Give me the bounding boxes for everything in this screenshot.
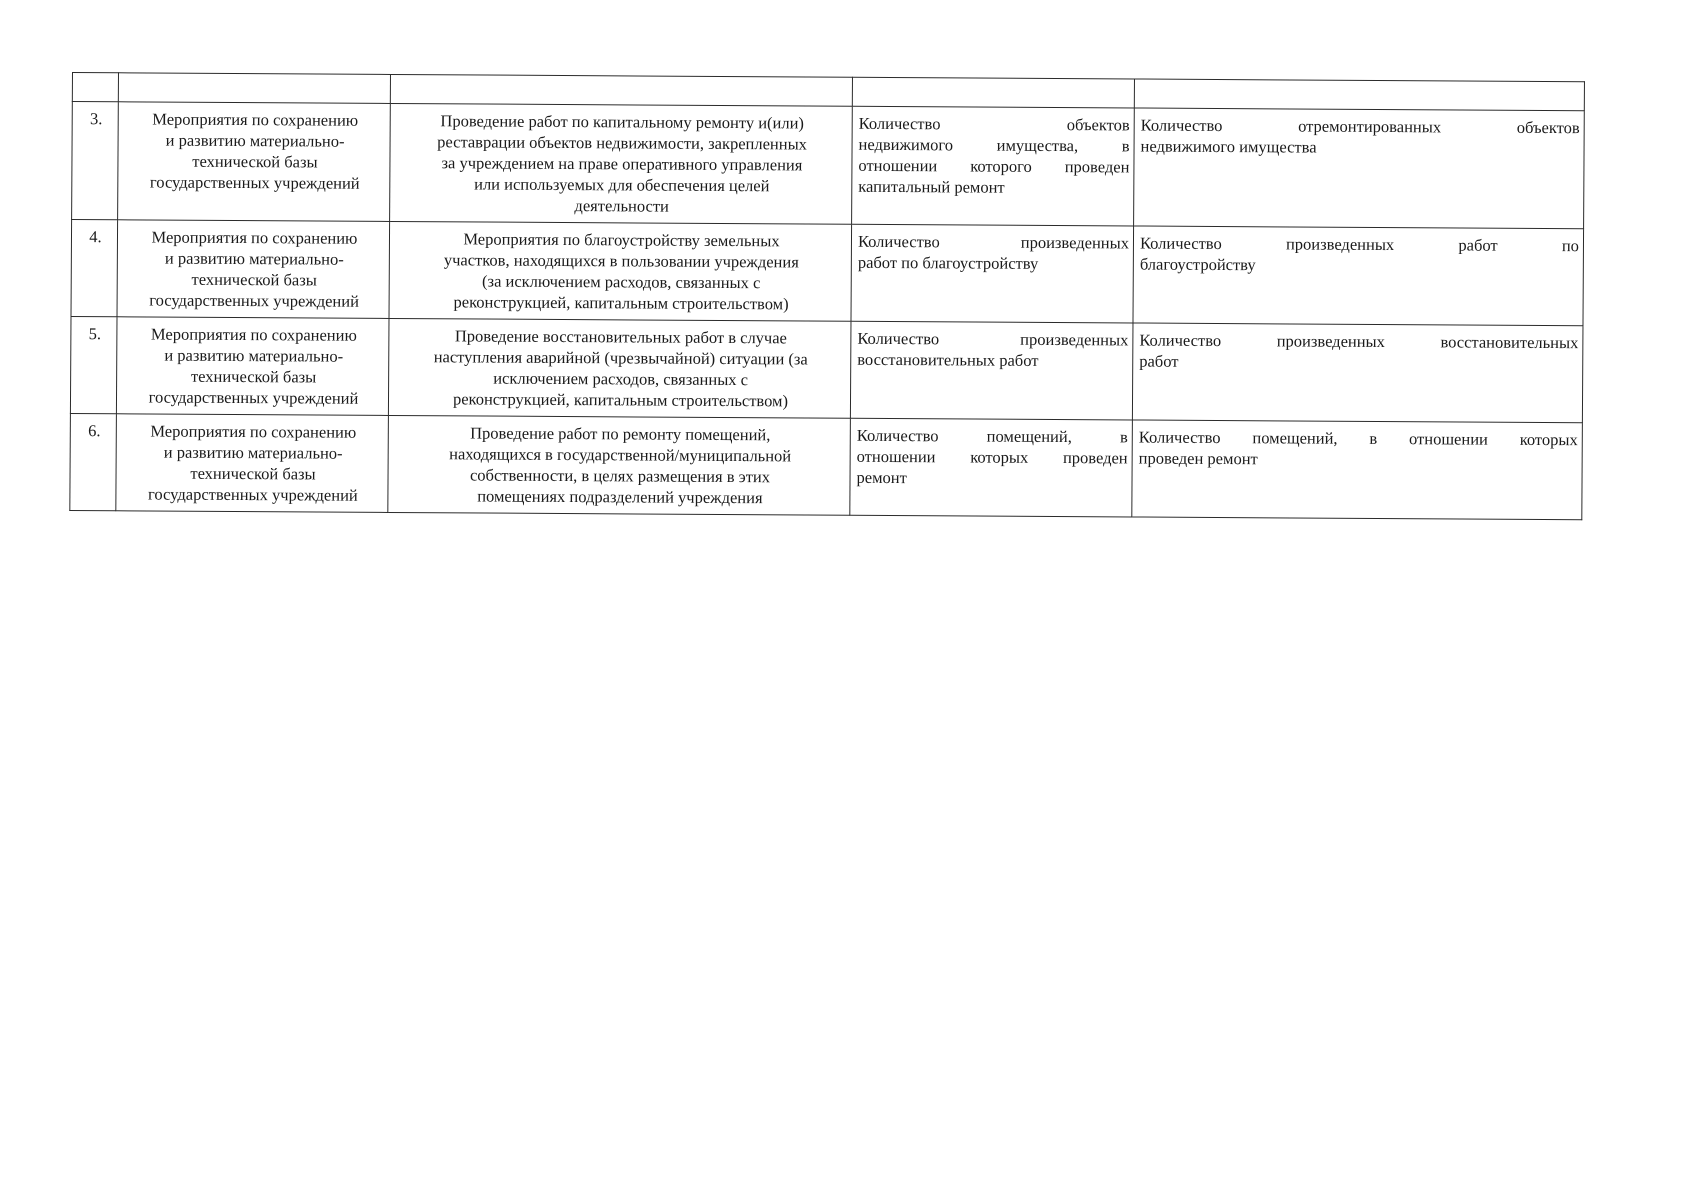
work-cell — [388, 415, 851, 515]
result-line: недвижимого имущества — [1140, 136, 1317, 157]
event-line: технической базы — [192, 151, 318, 172]
indicator-line: восстановительных работ — [857, 349, 1039, 370]
work-line: или используемых для обеспечения целей — [474, 174, 770, 196]
result-line: Количество отремонтированных объектов — [1140, 115, 1580, 138]
row-number: 6. — [70, 413, 117, 510]
indicator-line: работ по благоустройству — [857, 252, 1039, 273]
work-line: за учреждением на праве оперативного управления — [441, 153, 803, 175]
row-number: 3. — [72, 102, 119, 220]
indicator-line: капитальный ремонт — [858, 176, 1005, 197]
indicator-line: Количество произведенных — [857, 231, 1130, 253]
result-cell — [1132, 420, 1583, 520]
work-line: реконструкцией, капитальным строительством) — [453, 292, 789, 314]
indicator-cell — [852, 106, 1135, 226]
result-cell — [1133, 226, 1584, 326]
work-line: Проведение работ по капитальному ремонту и(или) — [440, 111, 805, 133]
work-line: Проведение работ по ремонту помещений, — [470, 423, 771, 445]
work-line: исключением расходов, связанных с — [493, 368, 749, 390]
work-line: Мероприятия по благоустройству земельных — [463, 229, 780, 251]
indicator-line: отношении которого проведен — [858, 155, 1130, 177]
table-row — [72, 102, 1585, 229]
work-line: реконструкцией, капитальным строительством) — [452, 389, 789, 411]
work-cell — [389, 221, 852, 321]
header-cell-event — [118, 73, 390, 104]
row-number: 4. — [71, 220, 118, 317]
table-row — [70, 316, 1583, 422]
event-cell — [116, 414, 389, 513]
result-line: благоустройству — [1139, 254, 1256, 275]
result-line: работ — [1139, 351, 1179, 371]
event-line: государственных учреждений — [149, 172, 360, 193]
work-line: (за исключением расходов, связанных с — [482, 271, 761, 293]
table-row — [70, 413, 1583, 519]
event-line: государственных учреждений — [149, 290, 360, 311]
header-cell-result — [1134, 79, 1584, 111]
event-line: и развитию материально- — [164, 345, 344, 366]
work-line: реставрации объектов недвижимости, закрепленных — [437, 132, 808, 154]
work-line: находящихся в государственной/муниципальной — [449, 444, 792, 466]
work-cell — [388, 318, 851, 418]
result-cell — [1132, 323, 1583, 423]
event-line: и развитию материально- — [164, 248, 344, 269]
indicator-line: Количество произведенных — [857, 328, 1129, 350]
indicator-line: отношении которых проведен — [856, 446, 1128, 468]
event-line: технической базы — [190, 366, 317, 387]
indicator-cell — [851, 224, 1134, 323]
measures-table — [69, 72, 1585, 520]
indicator-cell — [850, 321, 1133, 420]
header-cell-num — [72, 73, 118, 102]
event-line: государственных учреждений — [148, 484, 358, 505]
event-line: технической базы — [191, 269, 317, 290]
event-cell — [117, 220, 390, 319]
event-line: Мероприятия по сохранению — [150, 421, 357, 442]
result-line: проведен ремонт — [1138, 448, 1258, 469]
event-line: и развитию материально- — [163, 442, 343, 463]
indicator-cell — [850, 418, 1133, 517]
event-line: технической базы — [190, 463, 316, 484]
indicator-line: Количество помещений, в — [856, 425, 1128, 447]
header-cell-work — [390, 74, 852, 106]
result-line: Количество помещений, в отношении которых — [1138, 427, 1578, 450]
work-line: собственности, в целях размещения в этих — [469, 465, 771, 487]
row-number: 5. — [70, 316, 117, 413]
event-line: Мероприятия по сохранению — [150, 324, 357, 345]
result-line: Количество произведенных работ по — [1139, 233, 1580, 256]
event-line: государственных учреждений — [148, 387, 359, 408]
event-cell — [116, 317, 389, 416]
result-line: Количество произведенных восстановительных — [1139, 330, 1579, 353]
work-line: помещениях подразделений учреждения — [477, 486, 763, 508]
indicator-line: Количество объектов — [858, 113, 1130, 135]
work-cell — [390, 103, 853, 224]
event-line: и развитию материально- — [165, 130, 345, 151]
result-cell — [1134, 108, 1585, 229]
indicator-line: недвижимого имущества, в — [858, 134, 1130, 156]
work-line: деятельности — [574, 196, 669, 216]
work-line: участков, находящихся в пользовании учреждения — [443, 250, 799, 272]
work-line: наступления аварийной (чрезвычайной) ситуации (за — [433, 347, 808, 369]
indicator-line: ремонт — [856, 467, 907, 488]
event-line: Мероприятия по сохранению — [151, 227, 358, 248]
event-cell — [118, 102, 391, 222]
header-cell-indicator — [852, 77, 1134, 108]
work-line: Проведение восстановительных работ в случае — [454, 326, 787, 348]
table-row — [71, 220, 1584, 326]
event-line: Мероприятия по сохранению — [152, 109, 359, 130]
